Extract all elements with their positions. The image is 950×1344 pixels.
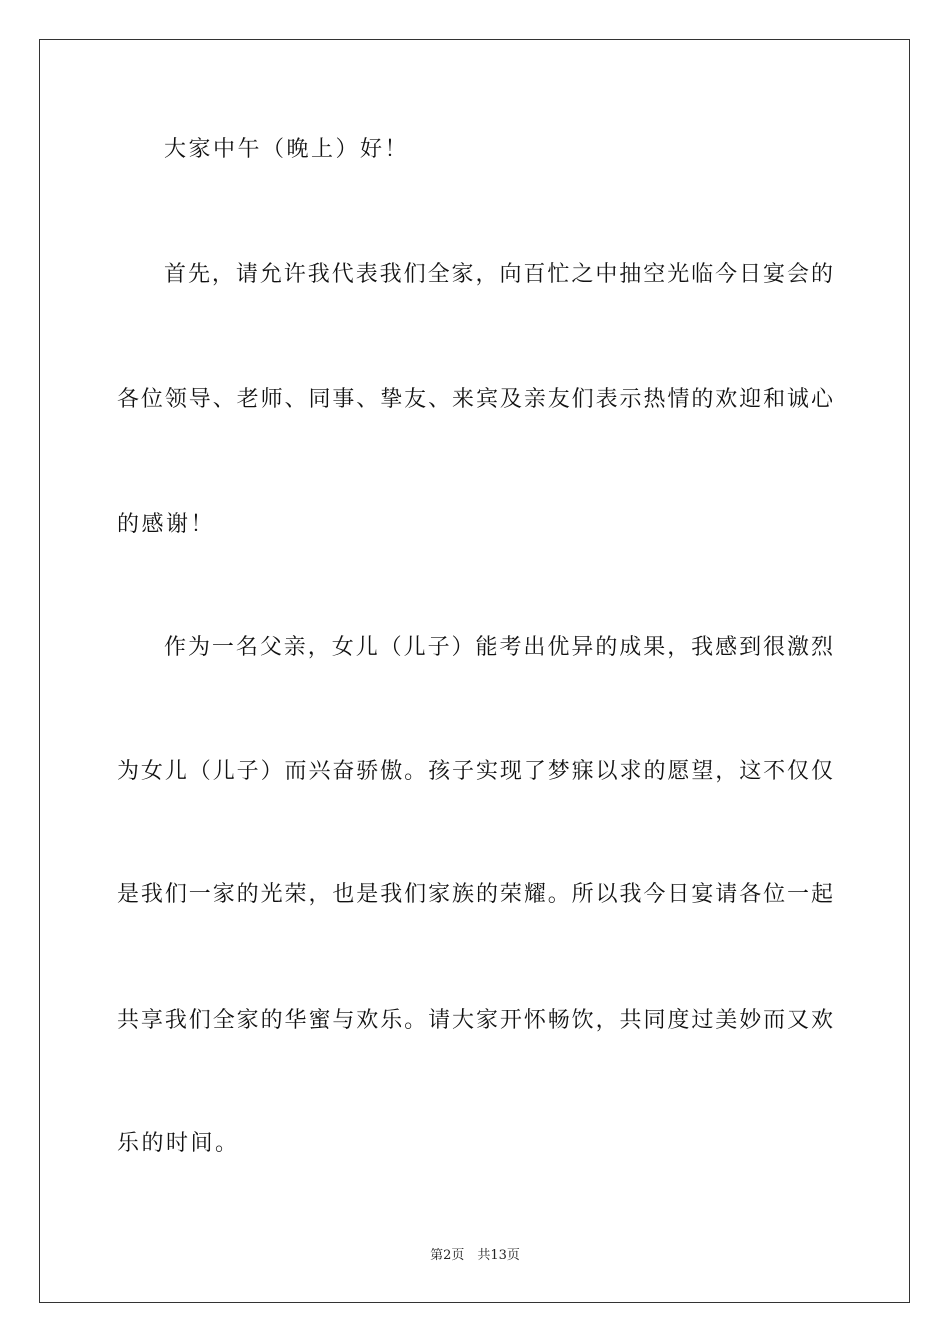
text-line-4: 的感谢！ bbox=[117, 512, 216, 537]
text-line-5: 作为一名父亲，女儿（儿子）能考出优异的成果，我感到很激烈 bbox=[164, 635, 833, 660]
text-line-2: 首先，请允许我代表我们全家，向百忙之中抽空光临今日宴会的 bbox=[164, 262, 833, 287]
text-line-6: 为女儿（儿子）而兴奋骄傲。孩子实现了梦寐以求的愿望，这不仅仅 bbox=[117, 759, 833, 784]
page-border bbox=[39, 39, 910, 1303]
text-line-9: 乐的时间。 bbox=[117, 1131, 240, 1156]
text-line-3: 各位领导、老师、同事、挚友、来宾及亲友们表示热情的欢迎和诚心 bbox=[117, 387, 833, 412]
page-number-footer: 第2页 共13页 bbox=[430, 1248, 520, 1263]
text-line-greeting: 大家中午（晚上）好！ bbox=[164, 137, 410, 162]
text-line-8: 共享我们全家的华蜜与欢乐。请大家开怀畅饮，共同度过美妙而又欢 bbox=[117, 1008, 833, 1033]
text-line-7: 是我们一家的光荣，也是我们家族的荣耀。所以我今日宴请各位一起 bbox=[117, 882, 833, 907]
